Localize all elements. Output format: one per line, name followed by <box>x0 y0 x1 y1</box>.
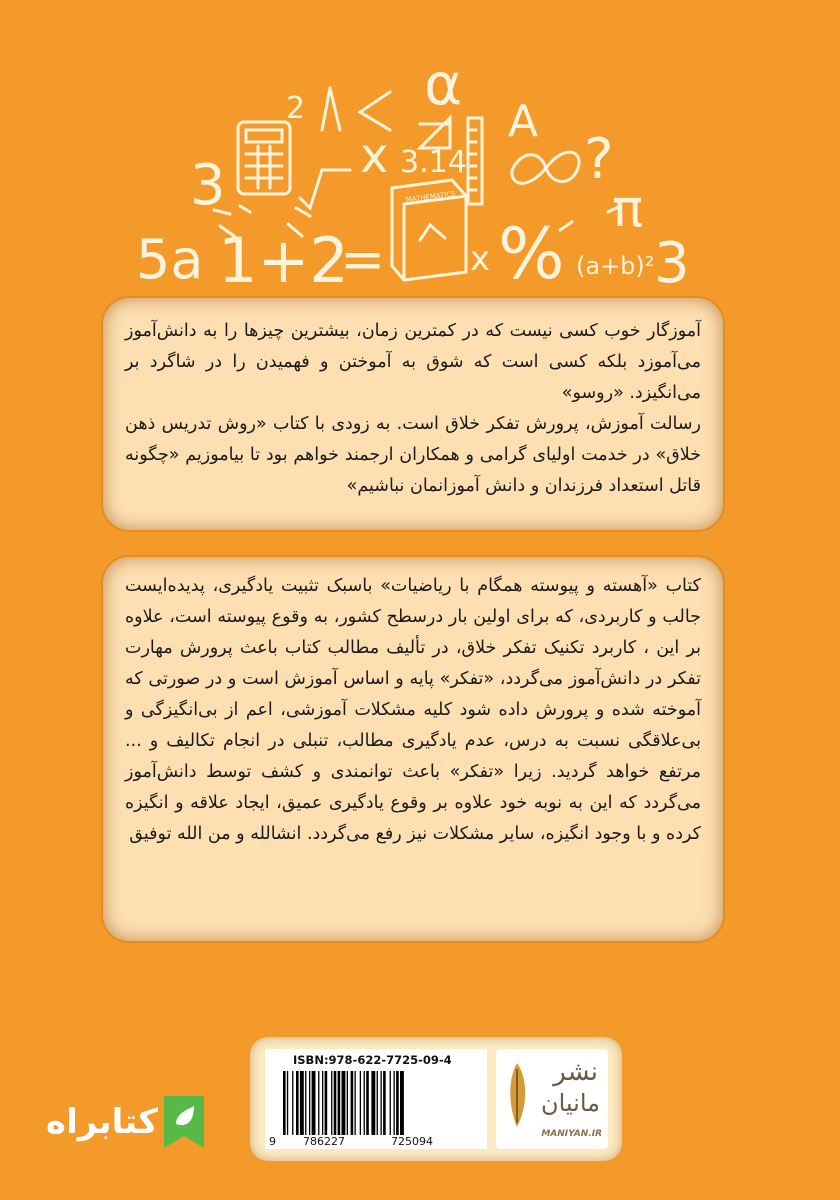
barcode-bar <box>366 1071 369 1135</box>
barcode-bar <box>342 1071 346 1135</box>
three-left-doodle: 3 <box>190 153 226 218</box>
barcode-bar <box>390 1071 391 1135</box>
x-small-doodle: x <box>470 239 491 279</box>
barcode-group2: 725094 <box>391 1135 433 1148</box>
two-doodle: 2 <box>286 91 306 126</box>
barcode-bar <box>400 1071 404 1135</box>
barcode-bar <box>338 1071 341 1135</box>
publisher-url: MANIYAN.IR <box>541 1129 602 1139</box>
barcode-bar <box>364 1071 365 1135</box>
isbn-label: ISBN:978-622-7725-09-4 <box>293 1053 452 1067</box>
book-description: کتاب «آهسته و پیوسته همگام با ریاضیات» باسبک تثبیت یادگیری، پدیده‌ایست جالب و کاربردی، که برای اولین بار درسطح کشور، به وقوع پیوسته است، علاوه بر این ، کاربرد تکنیک تفکر خلاق، در تألیف مطالب کتاب باعث پرورش مهارت تفکر در دانش‌آموز می‌گردد، «تفکر» پایه و اساس آموزش است و در صورتی که آموخته شده و پرورش داده شود کلیه مشکلات آموزشی، اعم از بی‌انگیزگی و بی‌علاقگی نسبت به درس، عدم یادگیری مطالب، تنبلی در انجام تکالیف و ... مرتفع خواهد گردید. زیرا «تفکر» باعث توانمندی و کشف توسط دانش‌آموز می‌گردد که این به نوبه خود علاوه بر وقوع یادگیری عمیق، ایجاد علاقه و انگیزه کرده و با وجود انگیزه، سایر مشکلات نیز رفع می‌گردد. انشالله و من الله توفیق <box>125 576 701 844</box>
barcode-bar <box>325 1071 328 1135</box>
book-description-panel <box>103 557 723 941</box>
x-doodle: x <box>360 128 389 184</box>
three-right-doodle: 3 <box>654 231 690 296</box>
barcode-bar <box>318 1071 319 1135</box>
barcode-bar <box>394 1071 395 1135</box>
barcode-bar <box>383 1071 386 1135</box>
barcode-bar <box>283 1071 286 1135</box>
barcode <box>265 1049 487 1149</box>
book-label-doodle: MATHEMATICS <box>405 189 457 204</box>
barcode-area <box>250 1037 622 1161</box>
one-plus-two-doodle: 1+2 <box>218 224 349 297</box>
percent-doodle: % <box>498 213 565 295</box>
a-plus-b-squared-doodle: (a+b)² <box>576 252 655 280</box>
ketabrah-logo <box>40 1092 210 1152</box>
barcode-bar <box>360 1071 361 1135</box>
angle-icon <box>360 92 390 130</box>
publisher-name-line1: نشر <box>553 1057 598 1087</box>
pi-symbol-doodle: π <box>612 179 644 239</box>
rousseau-quote: آموزگار خوب کسی نیست که در کمترین زمان، بیشترین چیزها را به دانش‌آموز می‌آموزد بلکه کسی است که شوق به آموختن و فهمیدن را در شاگرد بر می‌انگیزد. «روسو» <box>125 321 701 403</box>
infinity-icon <box>512 152 579 183</box>
barcode-bar <box>381 1071 382 1135</box>
barcode-bar <box>351 1071 354 1135</box>
barcode-bar <box>331 1071 332 1135</box>
barcode-bar <box>287 1071 288 1135</box>
barcode-bar <box>371 1071 375 1135</box>
a-letter-doodle: A <box>508 96 539 147</box>
question-mark-doodle: ? <box>584 127 614 192</box>
pi-value-doodle: 3.14 <box>400 145 467 180</box>
barcode-bar <box>305 1071 306 1135</box>
quote-panel <box>103 298 723 530</box>
compass-icon <box>322 88 340 130</box>
math-doodles-illustration <box>0 0 840 300</box>
barcode-bar <box>292 1071 293 1135</box>
barcode-bar <box>396 1071 399 1135</box>
five-a-doodle: 5a <box>136 228 204 291</box>
barcode-bar <box>300 1071 304 1135</box>
barcode-bar <box>377 1071 378 1135</box>
square-root-icon <box>300 170 350 208</box>
barcode-bars <box>277 1071 477 1135</box>
publisher-name-line2: مانیان <box>540 1089 600 1117</box>
quill-icon <box>502 1059 532 1131</box>
mission-paragraph: رسالت آموزش، پرورش تفکر خلاق است. به زودی با کتاب «روش تدریس ذهن خلاق» در خدمت اولیای گرامی و همکاران ارجمند خواهم بود تا بیاموزیم «چگونه قاتل استعداد فرزندان و دانش آموزانمان نباشیم» <box>125 414 701 496</box>
barcode-group1: 786227 <box>303 1135 345 1148</box>
ketabrah-name: کتابراه <box>46 1102 159 1142</box>
barcode-bar <box>312 1071 316 1135</box>
publisher-logo <box>496 1049 608 1149</box>
barcode-bar <box>309 1071 310 1135</box>
barcode-lead-digit: 9 <box>269 1135 276 1148</box>
barcode-bar <box>347 1071 348 1135</box>
bookmark-leaf-icon <box>158 1092 210 1152</box>
equals-doodle: = <box>340 228 386 291</box>
barcode-bar <box>296 1071 299 1135</box>
alpha-doodle: α <box>424 50 463 118</box>
barcode-bar <box>322 1071 323 1135</box>
barcode-bar <box>334 1071 337 1135</box>
barcode-bar <box>355 1071 356 1135</box>
